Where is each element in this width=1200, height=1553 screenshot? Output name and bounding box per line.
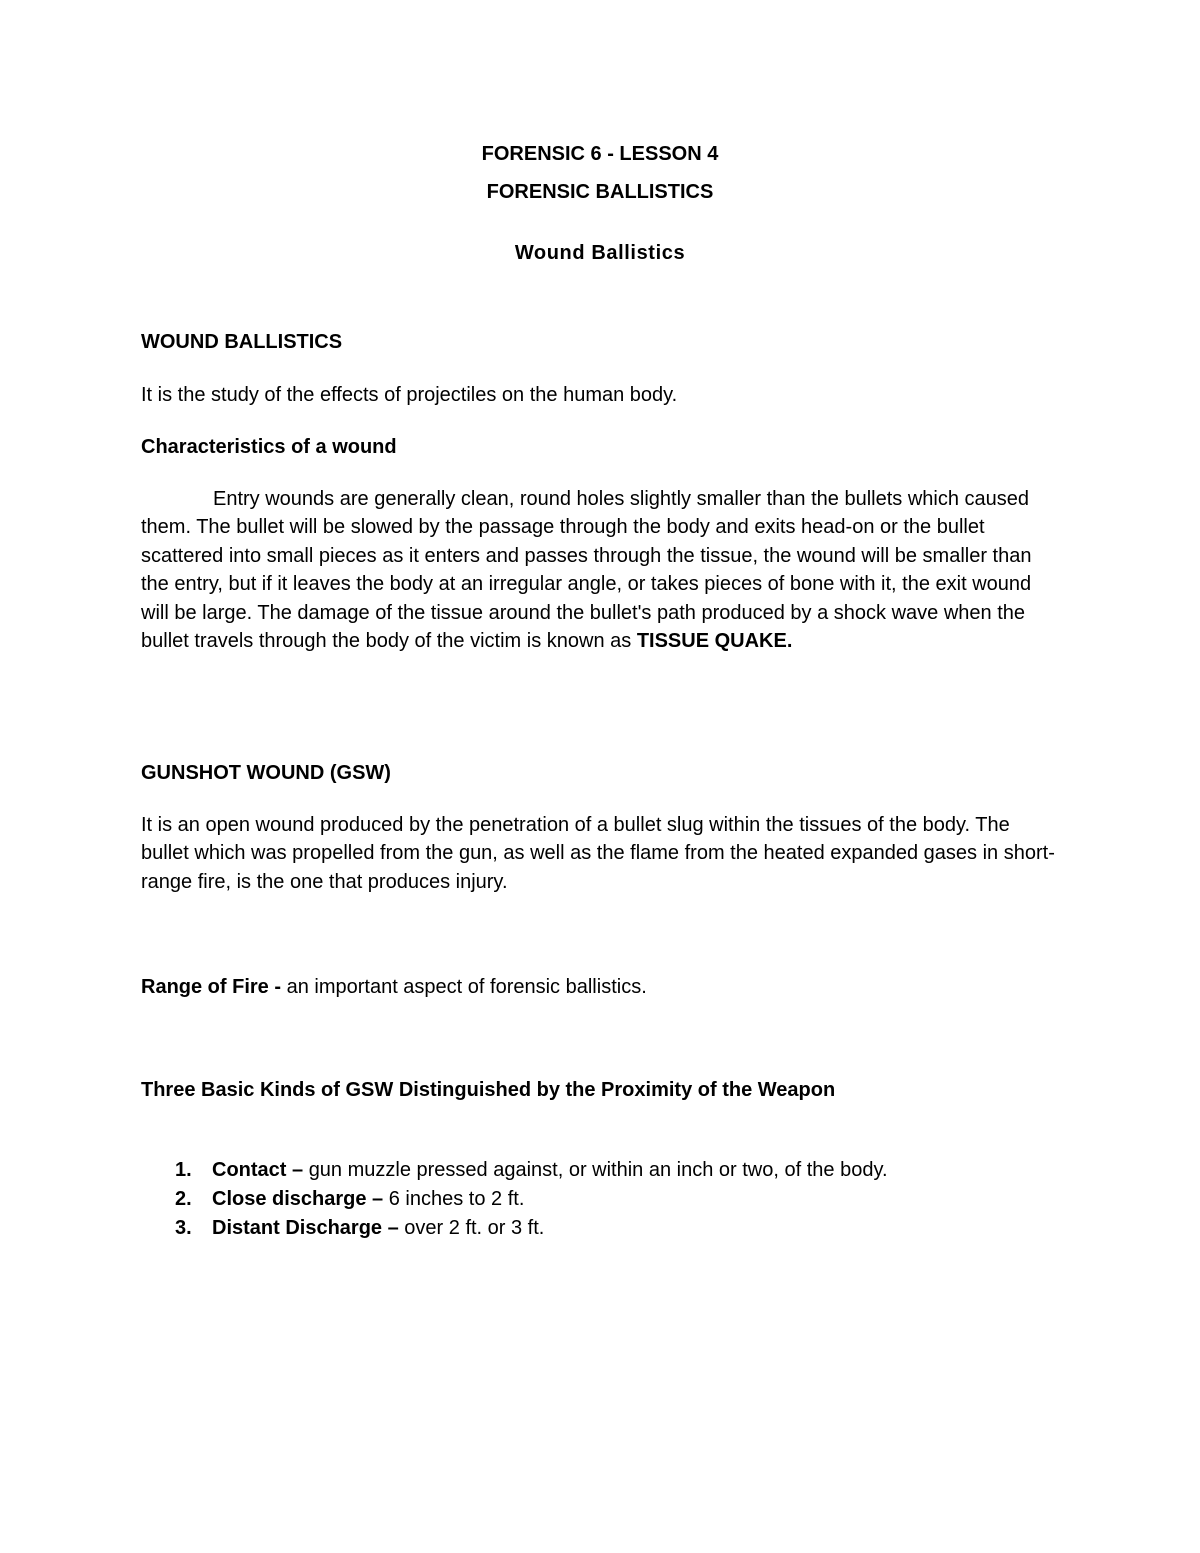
range-of-fire-term: Range of Fire - — [141, 976, 287, 998]
kinds-heading: Three Basic Kinds of GSW Distinguished by the Proximity of the Weapon — [141, 1079, 836, 1101]
list-number: 1. — [175, 1159, 192, 1181]
range-of-fire-line — [141, 973, 1061, 1002]
course-title: FORENSIC BALLISTICS — [486, 181, 714, 203]
gsw-kinds-list — [141, 1156, 1061, 1243]
lesson-title: FORENSIC 6 - LESSON 4 — [481, 143, 719, 165]
topic-subtitle: Wound Ballistics — [514, 242, 686, 264]
list-desc: gun muzzle pressed against, or within an inch or two, of the body. — [308, 1159, 888, 1181]
list-item — [141, 1214, 1061, 1243]
list-number: 3. — [175, 1217, 192, 1239]
wound-ballistics-heading: WOUND BALLISTICS — [141, 331, 343, 353]
list-desc: over 2 ft. or 3 ft. — [404, 1217, 545, 1239]
list-item — [141, 1156, 1061, 1185]
wound-ballistics-definition: It is the study of the effects of projectiles on the human body. — [141, 384, 678, 406]
range-of-fire-desc: an important aspect of forensic ballistics. — [286, 976, 647, 998]
list-item — [141, 1185, 1061, 1214]
characteristics-body: Entry wounds are generally clean, round holes slightly smaller than the bullets which caused them. The bullet will be slowed by the passage through the body and exits head-on or the bullet scattered into small pieces as it enters and passes through the tissue, the wound will be smaller than the entry, but if it leaves the body at an irregular angle, or takes pieces of bone with it, the exit wound will be large. The damage of the tissue around the bullet's path produced by a shock wave when the bullet travels through the body of the victim is known as — [141, 488, 1032, 653]
list-desc: 6 inches to 2 ft. — [388, 1188, 525, 1210]
list-number: 2. — [175, 1188, 192, 1210]
characteristics-paragraph — [141, 485, 1056, 655]
list-term: Distant Discharge – — [212, 1217, 405, 1239]
gsw-paragraph: It is an open wound produced by the penetration of a bullet slug within the tissues of the body. The bullet which was propelled from the gun, as well as the flame from the heated expanded gases in short-range fire, is the one that produces injury. — [141, 814, 1055, 893]
characteristics-heading: Characteristics of a wound — [141, 436, 397, 458]
list-term: Contact – — [212, 1159, 309, 1181]
list-term: Close discharge – — [212, 1188, 389, 1210]
tissue-quake-term: TISSUE QUAKE. — [636, 630, 793, 653]
gsw-heading: GUNSHOT WOUND (GSW) — [141, 762, 391, 784]
